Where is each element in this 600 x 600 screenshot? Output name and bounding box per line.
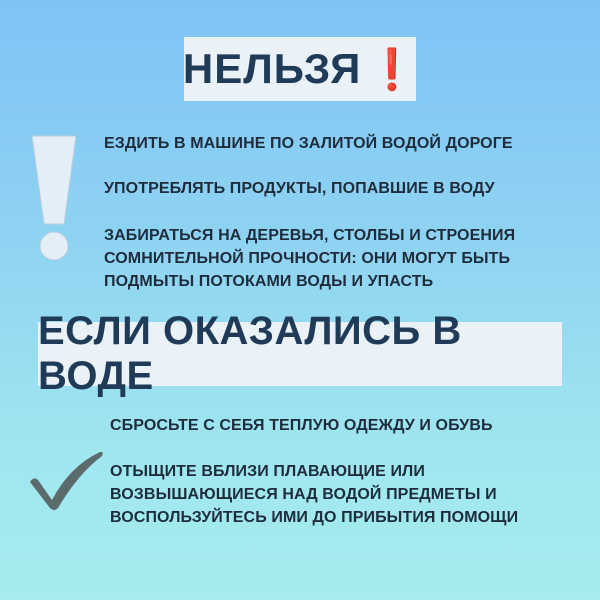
heading-forbidden: НЕЛЬЗЯ [182,45,362,92]
heading-forbidden-box [184,37,416,101]
red-exclamation-mark: ❗ [367,47,418,92]
exclamation-icon [26,132,82,264]
checkmark-icon [22,448,106,512]
forbidden-item-2: УПОТРЕБЛЯТЬ ПРОДУКТЫ, ПОПАВШИЕ В ВОДУ [104,180,495,197]
heading-in-water: ЕСЛИ ОКАЗАЛИСЬ В ВОДЕ [38,309,462,398]
in-water-item-1: СБРОСЬТЕ С СЕБЯ ТЕПЛУЮ ОДЕЖДУ И ОБУВЬ [110,417,493,434]
forbidden-item-1: ЕЗДИТЬ В МАШИНЕ ПО ЗАЛИТОЙ ВОДОЙ ДОРОГЕ [104,135,513,152]
in-water-item-2: ОТЫЩИТЕ ВБЛИЗИ ПЛАВАЮЩИЕ ИЛИ ВОЗВЫШАЮЩИЕСЯ НАД ВОДОЙ ПРЕДМЕТЫ И ВОСПОЛЬЗУЙТЕСЬ ИМИ ДО ПРИБЫТИЯ ПОМОЩИ [110,463,519,526]
heading-in-water-box [38,309,562,398]
forbidden-item-3: ЗАБИРАТЬСЯ НА ДЕРЕВЬЯ, СТОЛБЫ И СТРОЕНИЯ СОМНИТЕЛЬНОЙ ПРОЧНОСТИ: ОНИ МОГУТ БЫТЬ ПОДМЫТЫ ПОТОКАМИ ВОДЫ И УПАСТЬ [104,227,516,290]
